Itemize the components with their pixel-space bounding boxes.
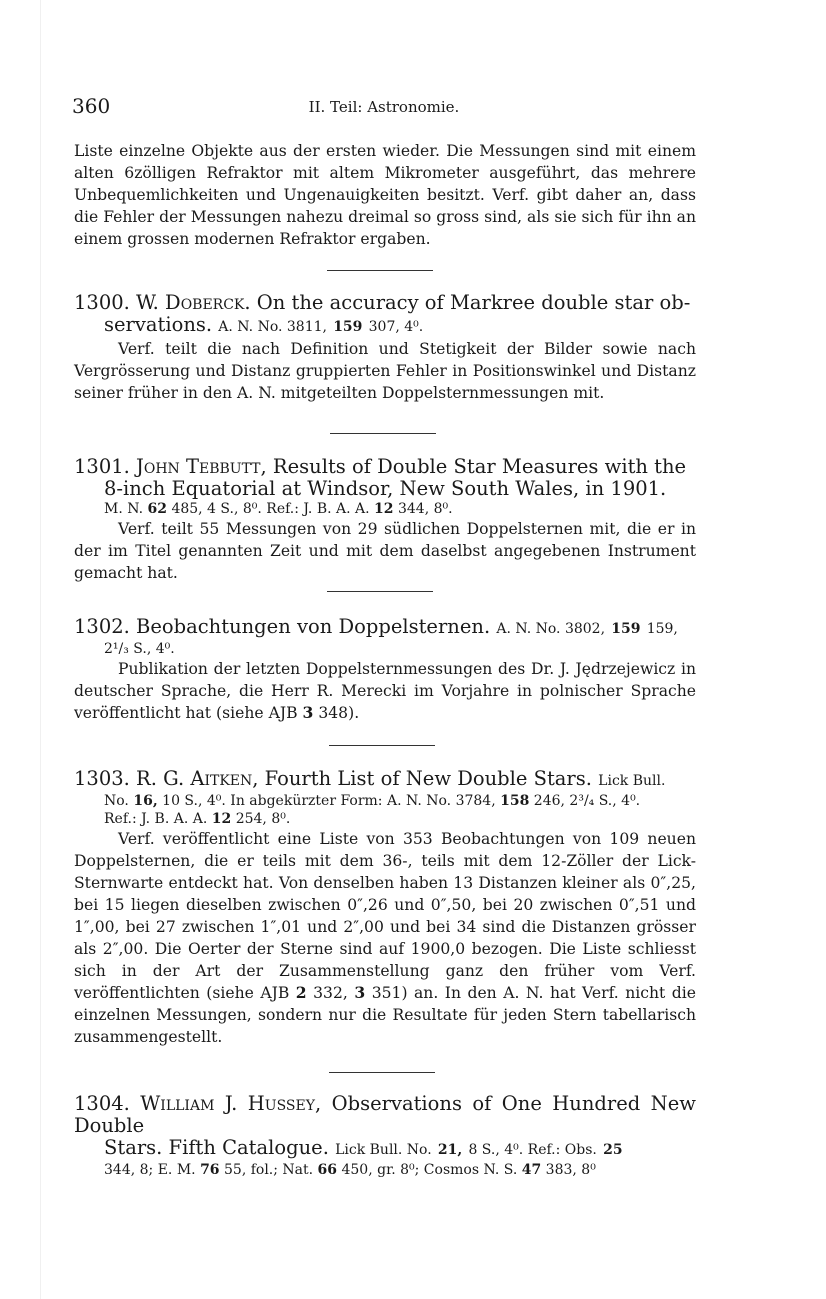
divider [329, 745, 435, 746]
divider [327, 270, 433, 271]
page-number: 360 [72, 94, 111, 118]
entry-title-continued: servations. A. N. No. 3811, 159 307, 4⁰. [104, 313, 424, 336]
entry-body: Verf. teilt 55 Messungen von 29 südlichen Doppelsternen mit, die er in der im Titel genannten Zeit und mit dem daselbst angegebenen Instrument gemacht hat. [74, 520, 696, 582]
page-header [72, 94, 696, 120]
entry-title-continued: Stars. Fifth Catalogue. Lick Bull. No. 21, 8 S., 4⁰. Ref.: Obs. 25 [104, 1136, 623, 1159]
entry-reference: 344, 8; E. M. 76 55, fol.; Nat. 66 450, gr. 8⁰; Cosmos N. S. 47 383, 8⁰ [104, 1162, 596, 1178]
entry-1304 [74, 1093, 696, 1179]
running-head: II. Teil: Astronomie. [308, 98, 460, 116]
entry-1303 [74, 768, 696, 1048]
divider [327, 591, 433, 592]
entry-1301 [74, 456, 696, 584]
entry-body: Verf. veröffentlicht eine Liste von 353 Beobachtungen von 109 neuen Doppelsternen, die er teils mit dem 36-, teils mit dem 12-Zöller der Lick-Sternwarte entdeckt hat. Von denselben haben 13 Distanzen kleiner als 0″,25, bei 15 liegen dieselben zwischen 0″,26 und 0″,50, bei 20 zwischen 0″,51 und 1″,00, bei 27 zwischen 1″,01 und 2″,00 und bei 34 sind die Distanzen grösser als 2″,00. Die Oerter der Sterne sind auf 1900,0 bezogen. Die Liste schliesst sich in der Art der Zusammenstellung ganz den früher vom Verf. veröffentlichten (siehe AJB 2 332, 3 351) an. In den A. N. hat Verf. nicht die einzelnen Messungen, sondern nur die Resultate für jeden Stern tabellarisch zusammengestellt. [74, 830, 696, 1046]
entry-1302 [74, 616, 696, 724]
entry-reference: M. N. 62 485, 4 S., 8⁰. Ref.: J. B. A. A. 12 344, 8⁰. [104, 501, 453, 517]
entry-reference: Ref.: J. B. A. A. 12 254, 8⁰. [104, 811, 291, 827]
entry-title-continued: 8-inch Equatorial at Windsor, New South Wales, in 1901. [104, 477, 667, 500]
page-edge-shadow [40, 0, 41, 1299]
top-paragraph-block [74, 140, 696, 250]
divider [330, 433, 436, 434]
entry-reference: No. 16, 10 S., 4⁰. In abgekürzter Form: A. N. No. 3784, 158 246, 2³/₄ S., 4⁰. [104, 793, 641, 809]
entry-title: 1300. W. Doberck. On the accuracy of Markree double star ob- [74, 291, 691, 314]
entry-1300 [74, 292, 696, 404]
entry-body: Verf. teilt die nach Definition und Stetigkeit der Bilder sowie nach Vergrösserung und Distanz gruppierten Fehler in Positionswinkel und Distanz seiner früher in den A. N. mitgeteilten Doppelsternmessungen mit. [74, 340, 696, 402]
entry-body: Publikation der letzten Doppelsternmessungen des Dr. J. Jędrzejewicz in deutscher Sprache, die Herr R. Merecki im Vorjahre in polnischer Sprache veröffentlicht hat (siehe AJB 3 348). [74, 660, 696, 722]
entry-title: 1304. William J. Hussey, Observations of One Hundred New Double [74, 1092, 696, 1137]
entry-title: 1301. John Tebbutt, Results of Double Star Measures with the [74, 455, 687, 478]
entry-reference: 2¹/₃ S., 4⁰. [104, 641, 175, 657]
top-paragraph: Liste einzelne Objekte aus der ersten wieder. Die Messungen sind mit einem alten 6zölligen Refraktor mit altem Mikrometer ausgeführt, das mehrere Unbequemlichkeiten und Ungenauigkeiten besitzt. Verf. gibt daher an, dass die Fehler der Messungen nahezu dreimal so gross sind, als sie sich für ihn an einem grossen modernen Refraktor ergaben. [74, 142, 696, 248]
divider [329, 1072, 435, 1073]
entry-title: 1303. R. G. Aitken, Fourth List of New Double Stars. Lick Bull. [74, 767, 666, 790]
entry-title: 1302. Beobachtungen von Doppelsternen. A. N. No. 3802, 159 159, [74, 615, 678, 638]
